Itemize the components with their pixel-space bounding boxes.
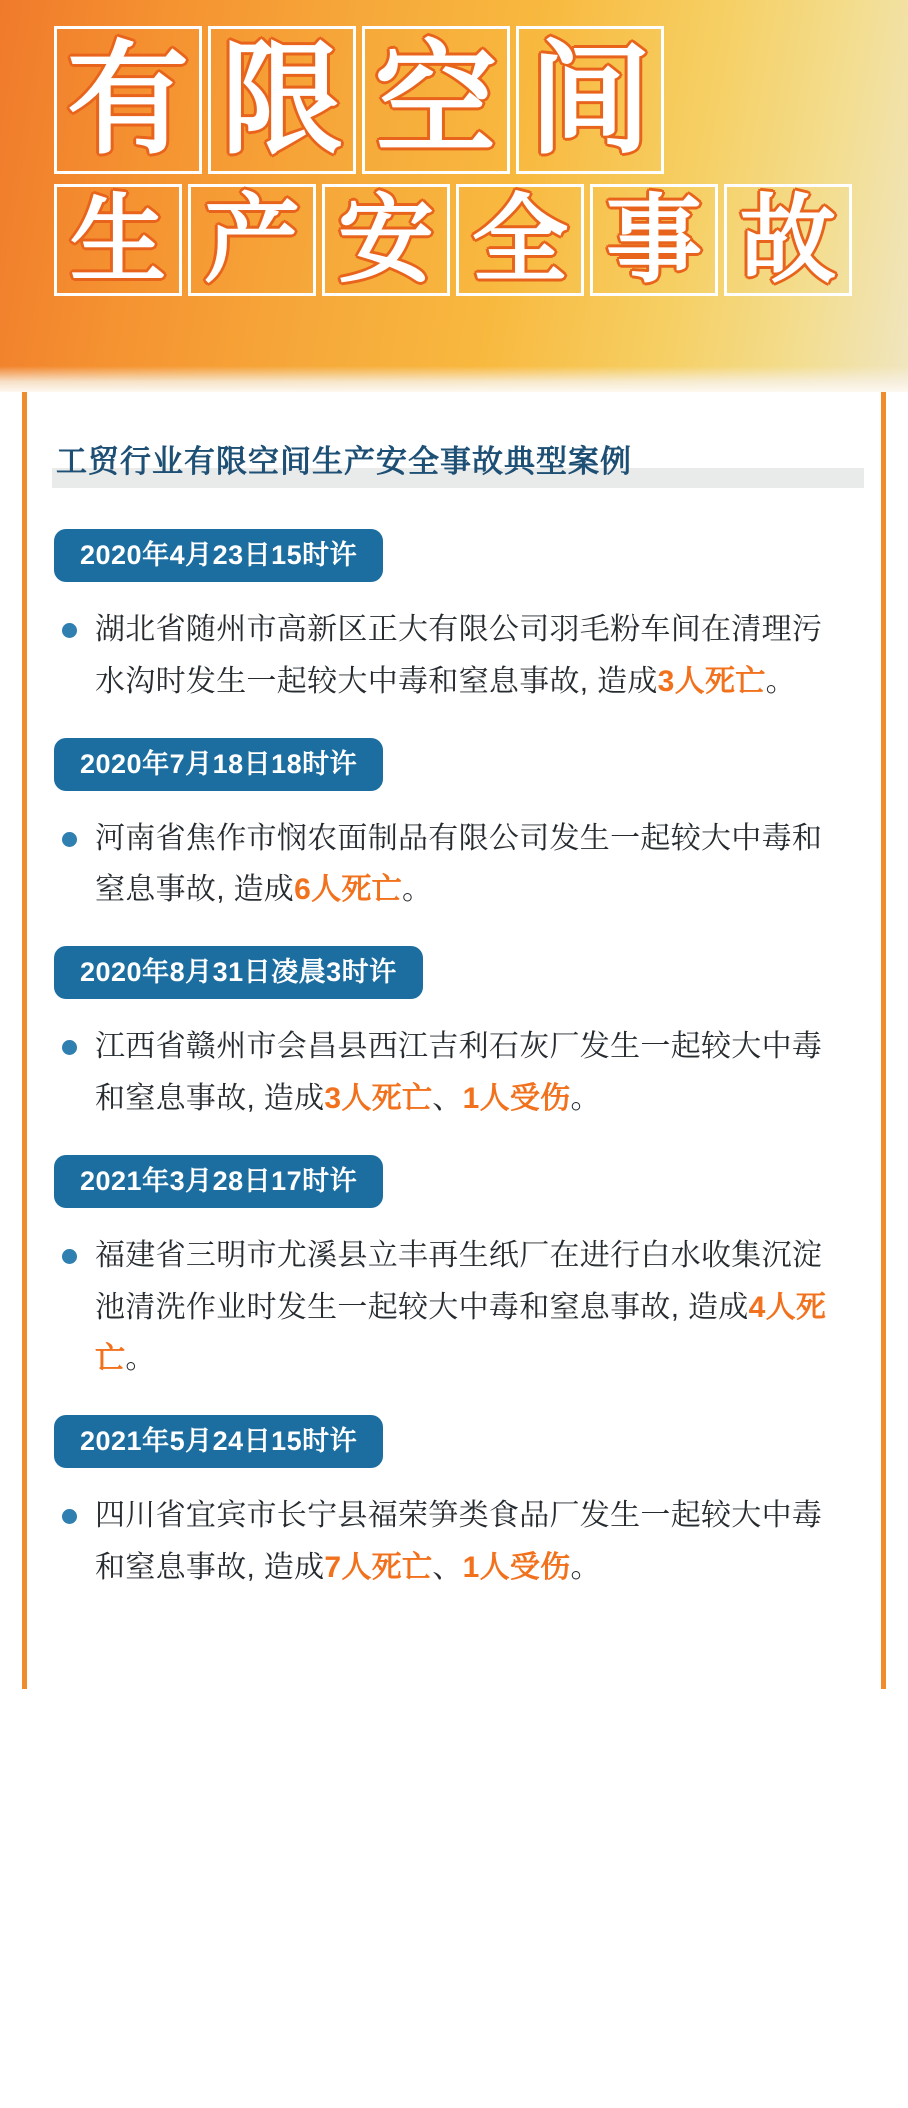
case-text — [95, 1490, 852, 1593]
case-body — [62, 1021, 908, 1124]
title-line2-char-3: 安 — [322, 184, 450, 296]
title-line2-char-1: 生 — [54, 184, 182, 296]
case-date-chip: 2020年8月31日凌晨3时许 — [54, 946, 423, 999]
title-line2-char-4: 全 — [456, 184, 584, 296]
case-text-segment: 、 — [432, 1082, 463, 1115]
section-title-text: 工贸行业有限空间生产安全事故典型案例 — [56, 444, 632, 479]
case-text-segment: 。 — [401, 873, 433, 907]
case-text-segment: 。 — [765, 664, 796, 698]
case-body — [62, 1230, 908, 1385]
left-rule — [22, 392, 27, 1689]
case-body — [62, 1490, 908, 1593]
bullet-icon — [62, 623, 77, 638]
title-line-2 — [54, 184, 854, 296]
case-text-segment: 。 — [570, 1082, 601, 1115]
case-date-chip: 2020年4月23日15时许 — [54, 529, 383, 582]
bullet-icon — [62, 1249, 77, 1264]
title-line2-char-5: 事 — [590, 184, 718, 296]
case-date-chip: 2021年3月28日17时许 — [54, 1155, 383, 1208]
case-item — [0, 738, 908, 917]
title-line1-char-2: 限 — [208, 26, 356, 174]
right-rule — [881, 392, 886, 1689]
bullet-icon — [62, 832, 77, 847]
case-item — [0, 946, 908, 1125]
case-text-segment: 。 — [570, 1550, 601, 1584]
bullet-icon — [62, 1040, 77, 1055]
title-line1-char-1: 有 — [54, 26, 202, 174]
title-line2-char-6: 故 — [724, 184, 852, 296]
case-list — [0, 529, 908, 1593]
case-text — [95, 604, 852, 707]
case-item — [0, 1155, 908, 1385]
case-body — [62, 604, 908, 707]
casualty-emphasis: 6人死亡 — [294, 873, 402, 907]
section-title-row — [0, 392, 908, 487]
header-banner — [0, 0, 908, 392]
case-text — [95, 1021, 852, 1124]
case-text-segment: 。 — [125, 1342, 156, 1376]
case-text-segment: 湖北省随州市高新区正大有限公司羽毛粉车间在清理污水沟时发生一起较大中毒和窒息事故, 造成 — [95, 613, 823, 698]
casualty-emphasis: 1人受伤 — [462, 1550, 571, 1584]
case-item — [0, 1415, 908, 1594]
title-line-1 — [54, 26, 854, 174]
case-text — [95, 1230, 852, 1385]
case-text-segment: 福建省三明市尤溪县立丰再生纸厂在进行白水收集沉淀池清洗作业时发生一起较大中毒和窒息事故, 造成 — [95, 1238, 823, 1324]
case-date-chip: 2021年5月24日15时许 — [54, 1415, 383, 1468]
casualty-emphasis: 7人死亡 — [324, 1550, 433, 1584]
case-text — [95, 813, 852, 916]
poster-title — [54, 26, 854, 296]
content-area — [0, 392, 908, 1689]
case-text-segment: 江西省赣州市会昌县西江吉利石灰厂发生一起较大中毒和窒息事故, 造成 — [95, 1030, 823, 1115]
bullet-icon — [62, 1509, 77, 1524]
case-text-segment: 、 — [432, 1550, 463, 1584]
casualty-emphasis: 3人死亡 — [657, 664, 766, 698]
section-title — [0, 392, 632, 481]
case-item — [0, 529, 908, 708]
case-body — [62, 813, 908, 916]
casualty-emphasis: 1人受伤 — [462, 1082, 571, 1115]
case-text-segment: 河南省焦作市悯农面制品有限公司发生一起较大中毒和窒息事故, 造成 — [95, 821, 823, 907]
footer-spacer — [0, 1623, 908, 1649]
title-line1-char-3: 空 — [362, 26, 510, 174]
case-date-chip: 2020年7月18日18时许 — [54, 738, 383, 791]
casualty-emphasis: 3人死亡 — [324, 1082, 433, 1115]
case-text-segment: 四川省宜宾市长宁县福荣笋类食品厂发生一起较大中毒和窒息事故, 造成 — [95, 1499, 823, 1584]
title-line2-char-2: 产 — [188, 184, 316, 296]
title-line1-char-4: 间 — [516, 26, 664, 174]
casualty-emphasis: 4人死亡 — [95, 1290, 827, 1376]
